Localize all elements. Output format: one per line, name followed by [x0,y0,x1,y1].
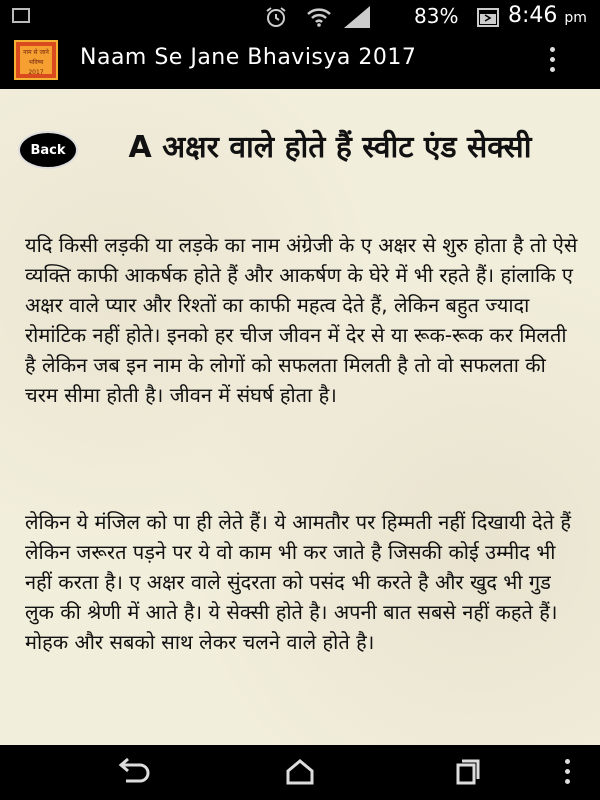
navigation-bar [0,745,600,800]
clock-ampm: pm [564,10,587,26]
app-logo-text-line1: नाम से जाने [23,49,49,56]
clock-time: 8:46 [508,3,558,28]
battery-percent: 83% [414,4,459,28]
overflow-menu-icon[interactable] [548,47,556,77]
app-logo-text-line3: 2017 [28,69,44,76]
signal-strength-icon [340,6,370,28]
app-logo-icon [14,40,58,80]
clock [508,3,587,28]
paragraph: लेकिन ये मंजिल को पा ही लेते हैं। ये आमतौर पर हिम्मती नहीं दिखायी देते हैं लेकिन जरूरत पड़ने पर ये वो काम भी कर जाते है जिसकी कोई उम्मीद भी नहीं करता है। ए अक्षर वाले सुंदरता को पसंद भी करते है और खुद भी गुड लुक की श्रेणी में आते है। ये सेक्सी होते है। अपनी बात सबसे नहीं कहते हैं। मोहक और सबको साथ लेकर चलने वाले होते है। [25,510,572,654]
app-bar [0,33,600,89]
nav-menu-icon[interactable] [564,759,570,785]
nav-home-icon[interactable] [280,757,320,787]
content-area[interactable] [0,89,600,745]
gallery-notification-icon [12,8,30,23]
battery-icon [476,6,500,28]
wifi-icon [306,5,332,29]
app-logo-text-line2: भविष्य [28,59,44,66]
back-button[interactable]: Back [20,133,76,167]
paragraph: यदि किसी लड़की या लड़के का नाम अंग्रेजी के ए अक्षर से शुरु होता है तो ऐसे व्यक्ति काफी आकर्षक होते हैं और आकर्षण के घेरे में भी रहते हैं। हांलाकि ए अक्षर वाले प्यार और रिश्तों का काफी महत्व देते हैं, लेकिन बहुत ज्यादा रोमांटिक नहीं होते। इनको हर चीज जीवन में देर से या रूक-रूक कर मिलती है लेकिन जब इन नाम के लोगों को सफलता मिलती है तो वो सफलता की चरम सीमा होती है। जीवन में संघर्ष होता है। [25,233,578,407]
status-bar [0,0,600,33]
app-title: Naam Se Jane Bhavisya 2017 [80,45,417,70]
page-title: A अक्षर वाले होते हैं स्वीट एंड सेक्सी [128,130,532,165]
nav-back-icon[interactable] [114,757,154,787]
nav-recent-apps-icon[interactable] [446,757,486,787]
alarm-clock-icon [264,5,288,29]
